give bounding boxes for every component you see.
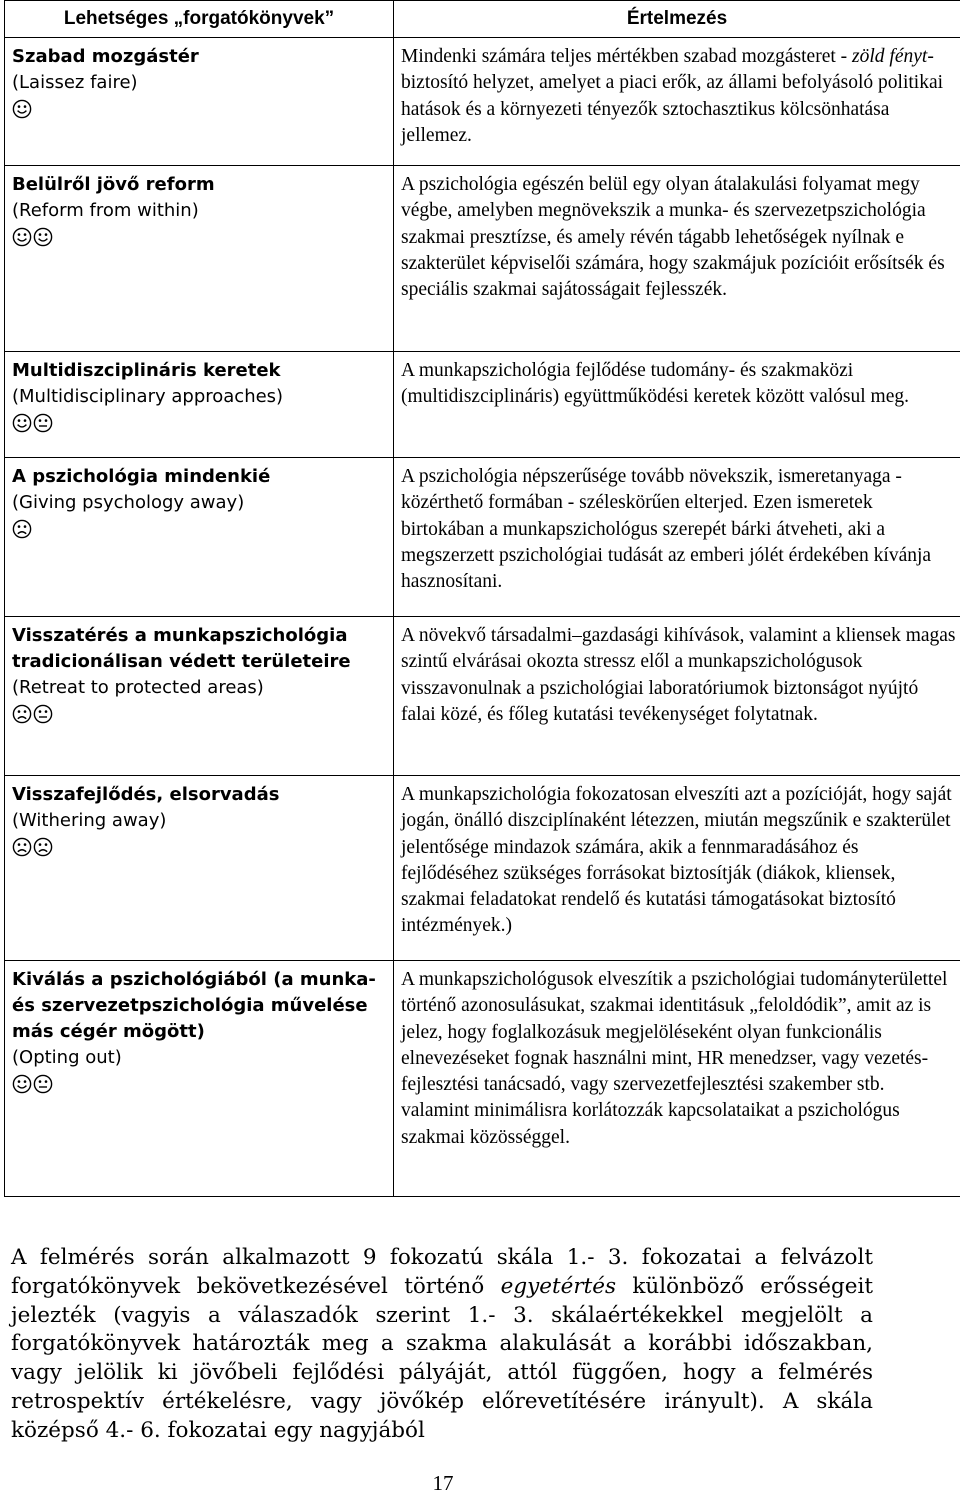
interpretation-text: A pszichológia egészén belül egy olyan átalakulási folyamat megy végbe, amelyben megnövekszik a munka- és szervezetpszichológia szakmai presztízse, és amely révén tágabb lehetőségek nyílnak e szakterület képviselői számára, hogy szakmájuk pozícióit erősítsék és speciális szakmai sajátosságait fejlesszék. xyxy=(401,174,945,300)
header-scenarios: Lehetséges „forgatókönyvek” xyxy=(5,1,394,38)
scenario-title: Visszatérés a munkapszichológia tradicionálisan védett területeire xyxy=(12,623,387,675)
interpretation-text: A pszichológia népszerűsége tovább növekszik, ismeretanyaga - közérthető formában - széleskörűen elterjed. Ezen ismeretek birtokában a munkapszichológus szerepét bárki átveheti, aki a megszerzett pszichológiai tudását az emberi jólét érdekében kívánja hasznosítani. xyxy=(401,466,931,592)
interpretation-cell xyxy=(394,458,960,617)
table-row xyxy=(5,38,960,166)
rating-faces xyxy=(12,1071,387,1097)
smile-face-icon xyxy=(12,227,32,247)
scenario-title: A pszichológia mindenkié xyxy=(12,464,387,490)
interpretation-cell xyxy=(394,617,960,776)
scenario-cell xyxy=(5,166,394,352)
frown-face-icon xyxy=(12,837,32,857)
scenario-subtitle: (Retreat to protected areas) xyxy=(12,675,387,701)
interpretation-text: Mindenki számára teljes mértékben szabad mozgásteret - xyxy=(401,46,852,67)
neutral-face-icon xyxy=(33,1074,53,1094)
neutral-face-icon xyxy=(33,413,53,433)
interpretation-text: A munkapszichológia fokozatosan elveszíti azt a pozícióját, hogy saját jogán, önálló diszciplínaként létezzen, miután megszűnik e szakterület jelentősége mindazok számára, akik a fennmaradásához és fejlődéséhez szükséges forrásokat biztosítják (diákok, kliensek, szakmai feladatokat rendelő és kutatási támogatásokat biztosító intézmények.) xyxy=(401,784,952,936)
interpretation-text: A munkapszichológusok elveszítik a pszichológiai tudományterülettel történő azonosulásukat, szakmai identitásuk „feloldódik”, amit az is jelez, hogy foglalkozásuk megjelöléseként olyan funkcionális elnevezéseket fognak használni mint, HR menedzser, vagy vezetés-fejlesztési tanácsadó, vagy szervezetfejlesztési szakember stb. valamint minimálisra korlátozzák kapcsolataikat a pszichológus szakmai közösséggel. xyxy=(401,969,947,1148)
paragraph-emphasis: egyetértés xyxy=(501,1274,616,1299)
frown-face-icon xyxy=(12,519,32,539)
rating-faces xyxy=(12,701,387,727)
scenario-title: Multidiszciplináris keretek xyxy=(12,358,387,384)
frown-face-icon xyxy=(33,837,53,857)
interpretation-text: A munkapszichológia fejlődése tudomány- és szakmaközi (multidiszciplináris) együttműködési keretek között valósul meg. xyxy=(401,360,909,407)
body-paragraph xyxy=(11,1244,873,1446)
smile-face-icon xyxy=(12,99,32,119)
neutral-face-icon xyxy=(33,704,53,724)
interpretation-text: A növekvő társadalmi–gazdasági kihívások, valamint a kliensek magas szintű elvárásai okozta stressz elől a munkapszichológusok visszavonulnak a pszichológiai laboratóriumok biztonságot nyújtó falai közé, és főleg kutatási tevékenységet folytatnak. xyxy=(401,625,956,725)
paragraph-text-2: különböző erősségeit jelezték (vagyis a válaszadók szerint 1.- 3. skálaértékekkel megjelölt a forgatókönyvek határozták meg a szakma alakulását a korábbi időszakban, vagy jelölik ki jövőbeli fejlődési pályáját, attól függően, hogy a felmérés retrospektív értékelésre, vagy jövőkép előrevetítésére irányult). A skála középső 4.- 6. fokozatai egy nagyjából xyxy=(11,1274,873,1443)
smile-face-icon xyxy=(12,1074,32,1094)
scenario-subtitle: (Laissez faire) xyxy=(12,70,387,96)
table-row xyxy=(5,617,960,776)
scenario-title: Szabad mozgástér xyxy=(12,44,387,70)
scenario-subtitle: (Withering away) xyxy=(12,808,387,834)
interpretation-cell xyxy=(394,38,960,166)
page-number: 17 xyxy=(0,1471,886,1496)
paragraph-text-1: A felmérés során alkalmazott 9 fokozatú skála 1.- 3. fokozatai a felvázolt forgatókönyvek bekövetkezésével történő xyxy=(11,1245,873,1299)
scenario-title: Visszafejlődés, elsorvadás xyxy=(12,782,387,808)
scenario-cell xyxy=(5,961,394,1197)
scenario-subtitle: (Reform from within) xyxy=(12,198,387,224)
interpretation-cell xyxy=(394,166,960,352)
table-row xyxy=(5,776,960,961)
header-interpretation: Értelmezés xyxy=(394,1,960,38)
scenario-cell xyxy=(5,776,394,961)
scenario-subtitle: (Multidisciplinary approaches) xyxy=(12,384,387,410)
table-row xyxy=(5,458,960,617)
rating-faces xyxy=(12,834,387,860)
scenario-table xyxy=(4,0,960,1197)
frown-face-icon xyxy=(12,704,32,724)
rating-faces xyxy=(12,516,387,542)
interpretation-cell xyxy=(394,776,960,961)
table-row xyxy=(5,352,960,458)
table-row xyxy=(5,166,960,352)
rating-faces xyxy=(12,96,387,122)
interpretation-text: - biztosító helyzet, amelyet a piaci erők, az állami befolyásoló politikai hatások és a környezeti tényezők sztochasztikus kölcsönhatása jellemez. xyxy=(401,46,943,146)
scenario-cell xyxy=(5,458,394,617)
smile-face-icon xyxy=(33,227,53,247)
scenario-title: Belülről jövő reform xyxy=(12,172,387,198)
interpretation-cell xyxy=(394,352,960,458)
scenario-cell xyxy=(5,38,394,166)
scenario-subtitle: (Opting out) xyxy=(12,1045,387,1071)
smile-face-icon xyxy=(12,413,32,433)
table-row xyxy=(5,961,960,1197)
rating-faces xyxy=(12,410,387,436)
table-header-row xyxy=(5,1,960,38)
scenario-subtitle: (Giving psychology away) xyxy=(12,490,387,516)
scenario-cell xyxy=(5,617,394,776)
scenario-cell xyxy=(5,352,394,458)
interpretation-cell xyxy=(394,961,960,1197)
scenario-title: Kiválás a pszichológiából (a munka- és szervezetpszichológia művelése más cégér mögött) xyxy=(12,967,387,1045)
rating-faces xyxy=(12,224,387,250)
interpretation-emphasis: zöld fényt xyxy=(852,46,927,67)
